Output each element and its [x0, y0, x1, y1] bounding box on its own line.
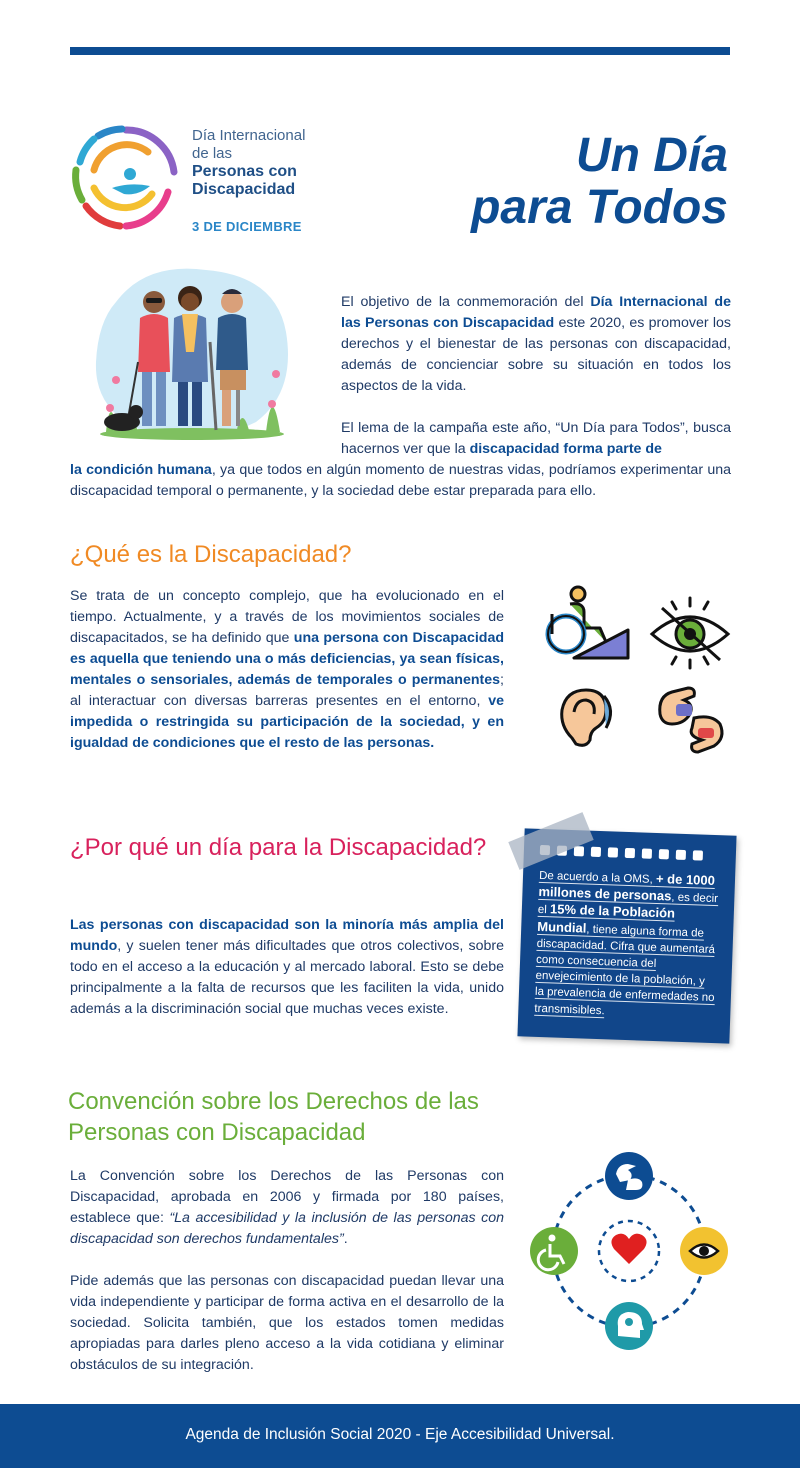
hero-title — [471, 130, 728, 234]
statistic-note-card — [517, 828, 736, 1043]
section2-paragraph — [70, 915, 504, 1020]
hero-title-line-1: Un Día — [575, 129, 728, 182]
logo-line-3: Personas con — [192, 163, 297, 180]
logo-date: 3 DE DICIEMBRE — [192, 219, 302, 234]
intro-p2-text-a: El lema de la campaña este año, “Un Día para Todos”, busca hacernos ver que la — [341, 420, 731, 457]
section-heading-que-es: ¿Qué es la Discapacidad? — [70, 541, 352, 568]
eye-circle-icon — [680, 1227, 728, 1275]
section-heading-por-que: ¿Por qué un día para la Discapacidad? — [70, 834, 487, 861]
intro-paragraph-1 — [341, 292, 731, 397]
section1-paragraph — [70, 586, 504, 754]
note-bold-1: + de 1000 millones de personas — [538, 870, 716, 904]
note-bold-2: 15% de la Población Mundial — [537, 901, 676, 936]
logo-text — [192, 127, 352, 199]
section1-bold-1: una persona con Discapacidad es aquella que teniendo una o más deficiencias, ya sean físicas, mentales o sensoriales, además de temporales o permanentes — [70, 630, 504, 688]
section-heading-convencion: Convención sobre los Derechos de las Personas con Discapacidad — [68, 1088, 479, 1146]
note-text-1: De acuerdo a la OMS, — [538, 869, 657, 886]
logo-line-4: Discapacidad — [192, 181, 296, 198]
note-text — [534, 867, 719, 1023]
section1-bold-2: ve impedida o restringida su participación de la sociedad, y en igualdad de condiciones que el resto de las personas. — [70, 693, 504, 751]
section1-text-2: ; al interactuar con diversas barreras presentes en el entorno, — [70, 672, 504, 709]
note-text-3: , tiene alguna forma de discapacidad. Cifra que aumentará como consecuencia del envejecimiento de la población, y la prevalencia de enfermedades no transmisibles. — [534, 923, 716, 1017]
intro-p2-text-d: , ya que todos en algún momento de nuestras vidas, podríamos experimentar una discapacidad temporal o permanente, y la sociedad debe estar preparada para ello. — [70, 462, 732, 499]
section2-bold: Las personas con discapacidad son la minoría más amplia del mundo — [70, 917, 504, 954]
section1-text-1: Se trata de un concepto complejo, que ha evolucionado en el tiempo. Actualmente, y a través de los movimientos sociales de discapacitados, se ha definido que — [70, 588, 504, 646]
sign-language-circle-icon — [605, 1152, 653, 1200]
sign-language-hands-icon — [654, 684, 728, 756]
top-accent-bar — [70, 47, 730, 55]
section3-text-end: . — [343, 1231, 348, 1247]
intro-p2-bold-a: discapacidad forma parte de — [469, 441, 662, 457]
intro-paragraph-2-start — [341, 418, 731, 460]
wheelchair-ramp-icon — [544, 582, 630, 662]
intro-p1-bold: Día Internacional de las Personas con Discapacidad — [341, 294, 731, 331]
logo-line-2: de las — [192, 145, 233, 162]
accessibility-cycle-graphic — [530, 1150, 732, 1352]
wheelchair-circle-icon — [530, 1227, 578, 1275]
section3-text-a: La Convención sobre los Derechos de las Personas con Discapacidad, aprobada en 2006 y firmada por 180 países, establece que: — [70, 1168, 504, 1226]
intro-p2-bold-b: la condición humana — [70, 462, 212, 478]
heart-circle-icon — [611, 1234, 646, 1264]
intro-p1-text-c: este 2020, es promover los derechos y el bienestar de las personas con discapacidad, además de concienciar sobre su situación en todos los aspectos de la vida. — [341, 315, 731, 394]
brain-head-circle-icon — [605, 1302, 653, 1350]
logo-line-1: Día Internacional — [192, 127, 306, 144]
section2-text: , y suelen tener más dificultades que otros colectivos, sobre todo en el acceso a la educación y al mercado laboral. Esto se debe principalmente a la falta de recursos que les faciliten la vida, unido además a la discriminación social que muchas veces existe. — [70, 938, 504, 1017]
intro-paragraph-2-end — [70, 460, 731, 502]
people-illustration — [86, 262, 298, 444]
footer-bar — [0, 1404, 800, 1468]
section3-paragraph-1 — [70, 1166, 504, 1250]
note-text-2: , es decir el — [537, 891, 719, 917]
footer-text: Agenda de Inclusión Social 2020 - Eje Accesibilidad Universal. — [185, 1426, 615, 1443]
section3-quote: “La accesibilidad y la inclusión de las personas con discapacidad son derechos fundamentales” — [70, 1210, 504, 1247]
intro-p1-text-a: El objetivo de la conmemoración del — [341, 294, 591, 310]
section3-paragraph-2: Pide además que las personas con discapacidad puedan llevar una vida independiente y participar de forma activa en el desarrollo de la sociedad. Solicita también, que los estados tomen medidas apropiadas para darles pleno acceso a la vida cotidiana y eliminar obstáculos de su integración. — [70, 1273, 504, 1373]
crossed-eye-icon — [648, 594, 732, 674]
hero-title-line-2: para Todos — [471, 181, 728, 234]
hearing-aid-icon — [556, 686, 618, 750]
dia-internacional-logo — [68, 122, 186, 234]
